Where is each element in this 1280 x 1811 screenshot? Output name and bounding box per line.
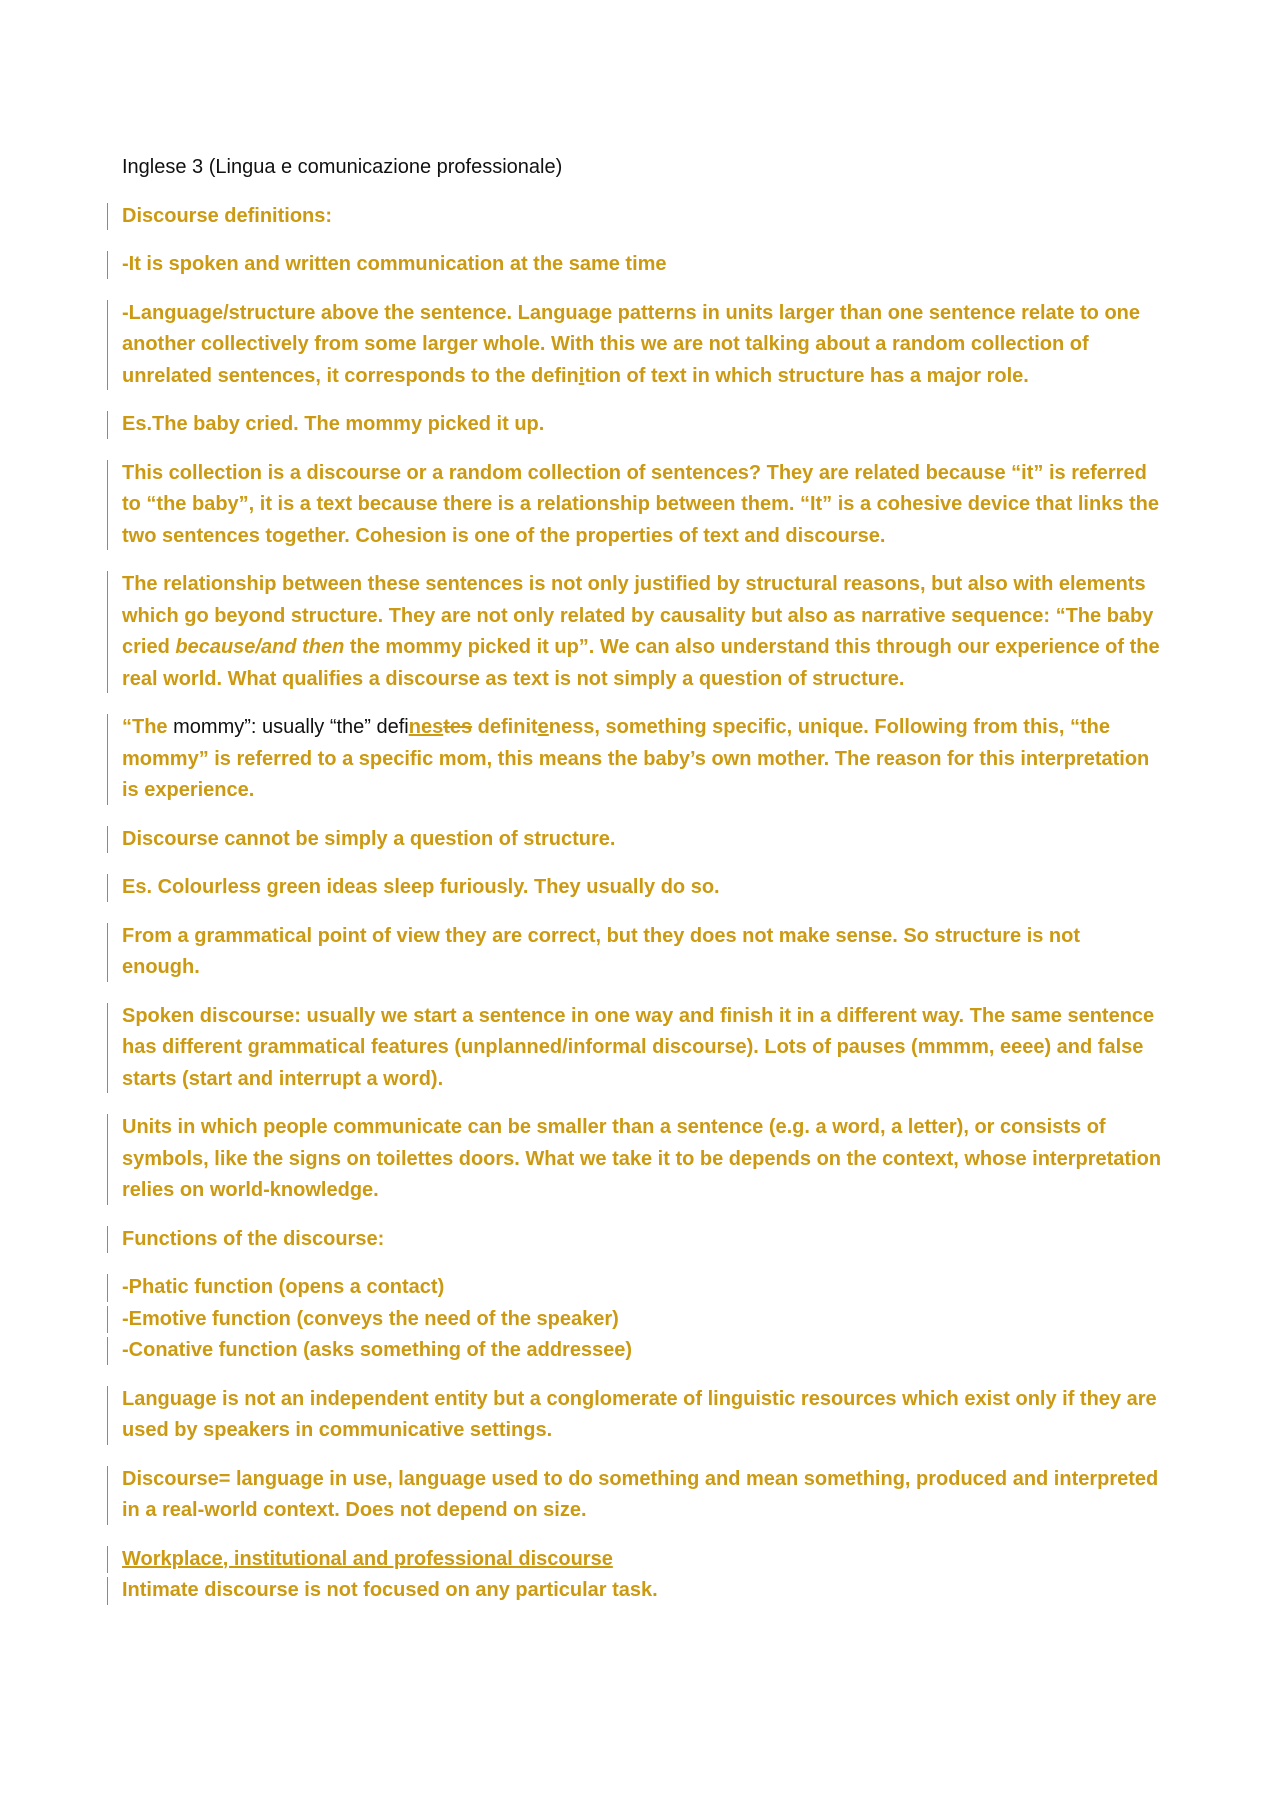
paragraph-grammatical: From a grammatical point of view they are correct, but they does not make sense. So structure is not enough. xyxy=(122,921,1162,984)
paragraph-intimate: Intimate discourse is not focused on any particular task. xyxy=(122,1575,1162,1607)
text-run: ness, something specific, unique. Following from this, “the mommy” is referred to a specific mom, this means the baby’s own mother. The reason for this interpretation is experience. xyxy=(122,716,1150,801)
paragraph-collection: This collection is a discourse or a random collection of sentences? They are related because “it” is referred to “the baby”, it is a text because there is a relationship between them. “It” is a cohesive device that links the two sentences together. Cohesion is one of the properties of text and discourse. xyxy=(122,458,1162,553)
text-run: tion of text in which structure has a major role. xyxy=(584,364,1029,387)
paragraph-spoken-written: -It is spoken and written communication at the same time xyxy=(122,249,1162,281)
paragraph-discourse-definitions: Discourse definitions: xyxy=(122,201,1162,233)
text-run: definit xyxy=(472,716,538,738)
plain-text-run: mommy”: usually “the” defi xyxy=(173,716,409,738)
text-run: -Language/structure above the sentence. Language patterns in units larger than one sentence relate to one another collectively from some larger whole. With this we are not talking about a random collection of unrelated sentences, it corresponds to the defin xyxy=(122,301,1140,387)
italic-text: because/and then xyxy=(175,636,345,658)
text-run: The relationship between these sentences is not only justified by structural reasons, but also with elements which go beyond structure. They are not only related by causality but also as narrative sequence: “The baby cried xyxy=(122,573,1154,658)
paragraph-language-structure xyxy=(122,298,1162,393)
paragraph-spoken-discourse: Spoken discourse: usually we start a sentence in one way and finish it in a different way. The same sentence has different grammatical features (unplanned/informal discourse). Lots of pauses (mmmm, eeee) and false starts (start and interrupt a word). xyxy=(122,1001,1162,1096)
list-item-conative: -Conative function (asks something of the addressee) xyxy=(122,1335,1162,1367)
inserted-text: e xyxy=(537,716,549,738)
document-body xyxy=(122,152,1162,1624)
paragraph-relationship xyxy=(122,569,1162,695)
paragraph-baby-example: Es.The baby cried. The mommy picked it up. xyxy=(122,409,1162,441)
list-item-phatic: -Phatic function (opens a contact) xyxy=(122,1272,1162,1304)
text-run: “The xyxy=(122,716,174,738)
document-title: Inglese 3 (Lingua e comunicazione professionale) xyxy=(122,156,563,178)
paragraph-functions-heading: Functions of the discourse: xyxy=(122,1224,1162,1256)
paragraph-language-entity: Language is not an independent entity but a conglomerate of linguistic resources which exist only if they are used by speakers in communicative settings. xyxy=(122,1384,1162,1447)
section-heading-workplace: Workplace, institutional and professional discourse xyxy=(122,1544,1162,1576)
paragraph-discourse-definition: Discourse= language in use, language used to do something and mean something, produced and interpreted in a real-world context. Does not depend on size. xyxy=(122,1464,1162,1527)
paragraph-the-mommy xyxy=(122,712,1162,807)
paragraph-not-structure: Discourse cannot be simply a question of structure. xyxy=(122,824,1162,856)
deleted-text: tes xyxy=(443,716,473,738)
text-run: the mommy picked it up”. We can also understand this through our experience of the real world. What qualifies a discourse as text is not simply a question of structure. xyxy=(122,636,1160,690)
inserted-text: i xyxy=(578,364,585,387)
inserted-text: nes xyxy=(408,716,444,738)
list-item-emotive: -Emotive function (conveys the need of the speaker) xyxy=(122,1304,1162,1336)
paragraph-colourless-example: Es. Colourless green ideas sleep furiously. They usually do so. xyxy=(122,872,1162,904)
paragraph-units: Units in which people communicate can be smaller than a sentence (e.g. a word, a letter), or consists of symbols, like the signs on toilettes doors. What we take it to be depends on the context, whose interpretation relies on world-knowledge. xyxy=(122,1112,1162,1207)
